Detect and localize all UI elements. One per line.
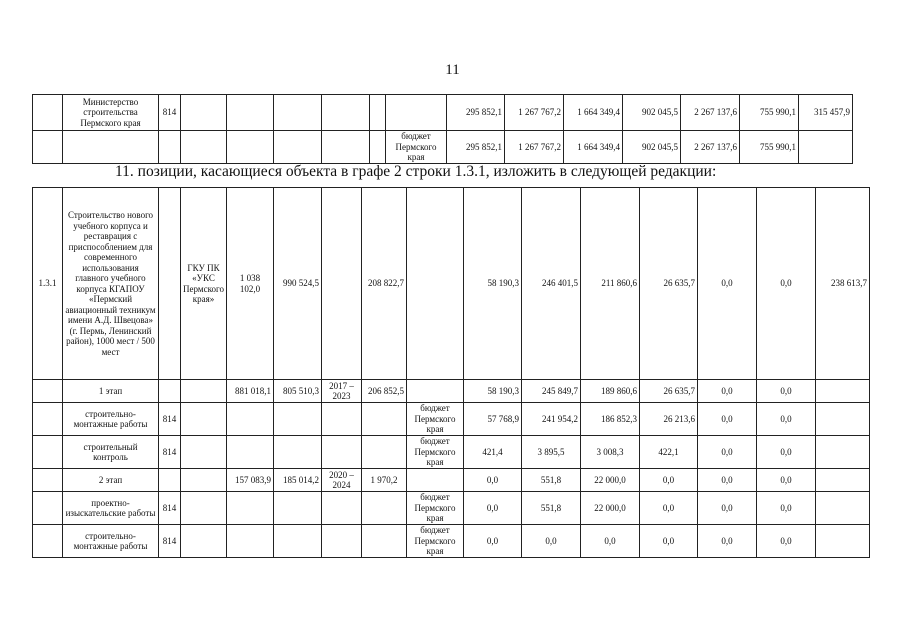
cost-total-cell [227,492,274,525]
value-cell: 26 213,6 [640,403,698,436]
customer-cell: ГКУ ПК «УКС Пермского края» [181,188,227,380]
object-name: Строительство нового учебного корпуса и реставрация с приспособлением для современного использования главного учебного корпуса КГАПОУ «Пермский авиационный техникум имени А.Д. Швецова» (г. Пермь, Ленинский район), 1000 мест / 500 мест [63,188,159,380]
value-cell: 246 401,5 [522,188,581,380]
value-cell: 2 267 137,6 [681,131,740,164]
value-cell: 189 860,6 [581,380,640,403]
value-cell: 421,4 [464,436,522,469]
value-cell: 0,0 [698,525,757,558]
value-cell: 0,0 [640,469,698,492]
value-cell: 0,0 [757,525,816,558]
value-cell: 0,0 [757,469,816,492]
table-row [33,492,870,525]
source-cell: бюджет Пермского края [407,403,464,436]
prior-cell [362,403,407,436]
cost-cell [274,436,322,469]
period-cell [322,188,362,380]
value-cell: 422,1 [640,436,698,469]
value-cell: 186 852,3 [581,403,640,436]
cost-total-cell: 881 018,1 [227,380,274,403]
source-cell: бюджет Пермского края [386,131,447,164]
table-row [33,188,870,380]
value-cell: 238 613,7 [816,188,870,380]
row-name: 2 этап [63,469,159,492]
value-cell: 1 267 767,2 [505,95,564,131]
cost-cell [274,492,322,525]
value-cell: 0,0 [757,436,816,469]
value-cell: 26 635,7 [640,188,698,380]
value-cell: 0,0 [698,436,757,469]
code-cell: 814 [159,436,181,469]
cost-cell: 990 524,5 [274,188,322,380]
value-cell: 755 990,1 [740,95,799,131]
value-cell: 0,0 [757,492,816,525]
value-cell: 1 664 349,4 [564,131,623,164]
table-row [33,403,870,436]
table-row [33,95,853,131]
prior-cell [362,436,407,469]
source-cell: бюджет Пермского края [407,492,464,525]
value-cell [816,469,870,492]
value-cell: 1 664 349,4 [564,95,623,131]
value-cell: 902 045,5 [623,131,681,164]
value-cell: 0,0 [464,469,522,492]
value-cell: 0,0 [464,492,522,525]
value-cell: 0,0 [698,380,757,403]
table-row [33,469,870,492]
page-number: 11 [445,62,460,78]
period-cell: 2020 – 2024 [322,469,362,492]
value-cell: 3 008,3 [581,436,640,469]
value-cell: 0,0 [464,525,522,558]
value-cell: 2 267 137,6 [681,95,740,131]
table-row [33,436,870,469]
value-cell [816,492,870,525]
period-cell [322,436,362,469]
value-cell: 295 852,1 [447,95,505,131]
cost-total-cell [227,403,274,436]
value-cell: 0,0 [698,188,757,380]
source-cell [407,380,464,403]
row-name: строительно-монтажные работы [63,525,159,558]
value-cell: 22 000,0 [581,469,640,492]
source-cell: бюджет Пермского края [407,436,464,469]
value-cell: 241 954,2 [522,403,581,436]
value-cell [816,380,870,403]
period-cell [322,403,362,436]
ministry-name: Министерство строительства Пермского края [63,95,159,131]
value-cell: 551,8 [522,492,581,525]
value-cell: 1 267 767,2 [505,131,564,164]
source-cell [407,469,464,492]
prior-cell: 206 852,5 [362,380,407,403]
cost-cell: 805 510,3 [274,380,322,403]
row-number: 1.3.1 [33,188,63,380]
cost-cell: 185 014,2 [274,469,322,492]
value-cell: 755 990,1 [740,131,799,164]
prior-cell: 208 822,7 [362,188,407,380]
value-cell: 26 635,7 [640,380,698,403]
value-cell: 0,0 [698,469,757,492]
row-name: 1 этап [63,380,159,403]
value-cell: 551,8 [522,469,581,492]
value-cell: 211 860,6 [581,188,640,380]
source-cell [407,188,464,380]
value-cell: 0,0 [581,525,640,558]
value-cell: 295 852,1 [447,131,505,164]
value-cell: 0,0 [698,403,757,436]
value-cell: 0,0 [698,492,757,525]
value-cell [816,403,870,436]
cost-total-cell: 157 083,9 [227,469,274,492]
row-name: строительный контроль [63,436,159,469]
source-cell: бюджет Пермского края [407,525,464,558]
table-row [33,380,870,403]
code-cell: 814 [159,95,181,131]
period-cell [322,525,362,558]
value-cell: 315 457,9 [799,95,853,131]
value-cell: 3 895,5 [522,436,581,469]
value-cell: 0,0 [757,403,816,436]
period-cell: 2017 – 2023 [322,380,362,403]
code-cell [159,469,181,492]
table-row [33,131,853,164]
value-cell: 0,0 [640,492,698,525]
cost-total-cell: 1 038 102,0 [227,188,274,380]
code-cell: 814 [159,525,181,558]
period-cell [322,492,362,525]
value-cell: 0,0 [757,188,816,380]
prior-cell: 1 970,2 [362,469,407,492]
cost-total-cell [227,436,274,469]
value-cell: 57 768,9 [464,403,522,436]
cost-cell [274,525,322,558]
value-cell: 58 190,3 [464,380,522,403]
cost-total-cell [227,525,274,558]
value-cell [816,525,870,558]
prior-cell [362,492,407,525]
row-name: проектно-изыскательские работы [63,492,159,525]
row-name: строительно-монтажные работы [63,403,159,436]
continuation-table [32,94,853,164]
section-heading: 11. позиции, касающиеся объекта в графе 2 строки 1.3.1, изложить в следующей редакции: [115,163,717,180]
object-table [32,187,870,558]
value-cell: 245 849,7 [522,380,581,403]
prior-cell [362,525,407,558]
cost-cell [274,403,322,436]
table-row [33,525,870,558]
value-cell: 22 000,0 [581,492,640,525]
value-cell [816,436,870,469]
code-cell: 814 [159,403,181,436]
code-cell: 814 [159,492,181,525]
value-cell: 0,0 [522,525,581,558]
value-cell: 0,0 [640,525,698,558]
value-cell: 58 190,3 [464,188,522,380]
code-cell [159,380,181,403]
value-cell: 902 045,5 [623,95,681,131]
value-cell: 0,0 [757,380,816,403]
